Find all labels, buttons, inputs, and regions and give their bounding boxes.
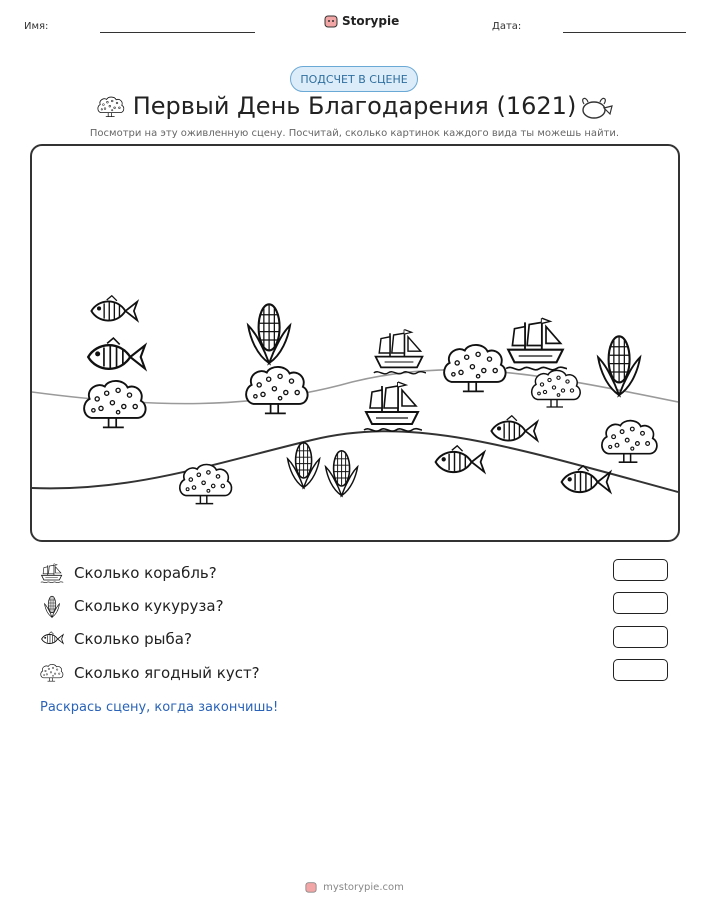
ship-3 [506, 318, 567, 370]
date-label: Дата: [492, 21, 522, 32]
brand-name: Storypie [342, 14, 400, 28]
bush-1 [84, 381, 145, 427]
corn-3 [288, 443, 320, 488]
corn-2 [598, 336, 640, 395]
bush-4 [532, 370, 581, 407]
bush-icon [97, 94, 125, 124]
fish-1 [91, 296, 137, 321]
question-ships [40, 560, 217, 586]
scene-art [32, 146, 678, 540]
fish-icon [40, 627, 64, 651]
footer [0, 881, 709, 893]
turkey-icon [580, 94, 614, 124]
ship-2 [364, 382, 422, 431]
question-fish [40, 626, 192, 652]
bush-2 [246, 367, 307, 413]
corn-icon [40, 594, 64, 618]
instructions: Посмотри на эту оживленную сцену. Посчитай, сколько картинок каждого вида ты можешь найти. [89, 128, 620, 139]
question-bushes [40, 660, 260, 686]
brand-logo [324, 14, 399, 28]
answer-box-fish[interactable] [613, 626, 668, 648]
answer-box-ships[interactable] [613, 559, 668, 581]
activity-badge: ПОДСЧЕТ В СЦЕНЕ [290, 66, 418, 92]
corn-4 [326, 451, 358, 496]
question-text: Сколько рыба? [74, 630, 192, 648]
name-label: Имя: [24, 21, 49, 32]
date-line[interactable] [563, 32, 686, 33]
footer-site[interactable]: mystorypie.com [323, 881, 404, 893]
ship-1 [374, 330, 426, 374]
counting-scene [30, 144, 680, 542]
bush-6 [180, 464, 232, 503]
question-corn [40, 593, 224, 619]
answer-box-bushes[interactable] [613, 659, 668, 681]
corn-1 [248, 304, 290, 363]
ship-icon [40, 561, 64, 585]
fish-4 [436, 446, 485, 472]
bush-icon [40, 661, 64, 685]
coloring-note: Раскрась сцену, когда закончишь! [40, 700, 279, 715]
fish-3 [491, 416, 537, 441]
fish-5 [562, 466, 611, 492]
storypie-icon [305, 881, 317, 893]
question-text: Сколько ягодный куст? [74, 664, 260, 682]
question-text: Сколько корабль? [74, 564, 217, 582]
fish-2 [88, 338, 145, 369]
bush-3 [444, 345, 505, 391]
storypie-icon [324, 14, 338, 28]
bush-5 [602, 421, 657, 463]
page-title: Первый День Благодарения (1621) [132, 92, 577, 120]
name-line[interactable] [100, 32, 255, 33]
answer-box-corn[interactable] [613, 592, 668, 614]
question-text: Сколько кукуруза? [74, 597, 224, 615]
